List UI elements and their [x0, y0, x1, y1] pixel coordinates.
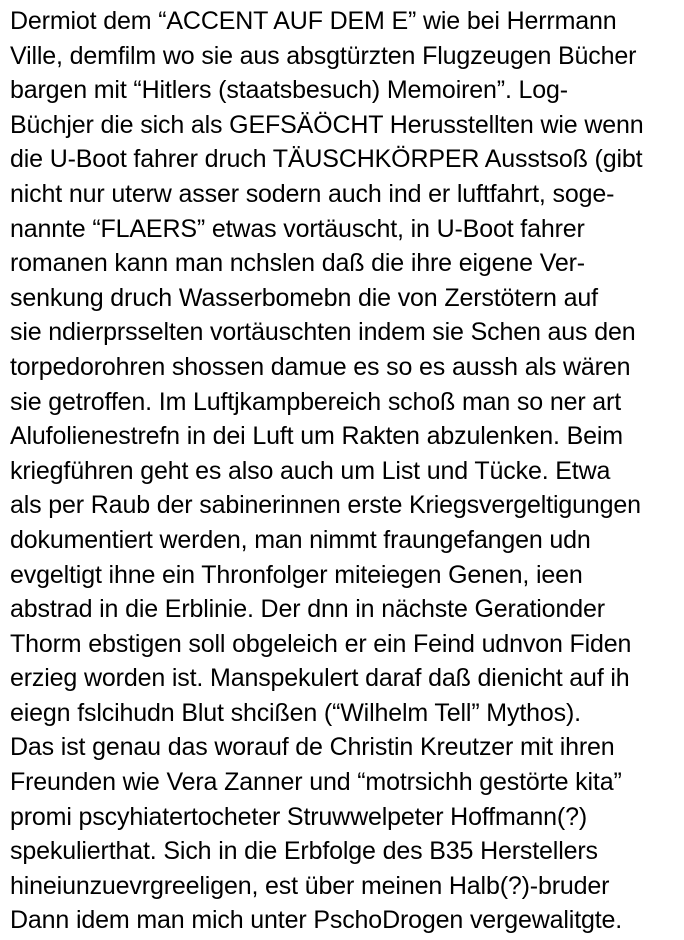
text-line: spekulierthat. Sich in die Erbfolge des B35 Herstellers	[10, 837, 598, 866]
text-line: als per Raub der sabinerinnen erste Kriegsvergeltigungen	[10, 491, 641, 520]
text-line: Freunden wie Vera Zanner und “motrsichh gestörte kita”	[10, 768, 622, 797]
text-line: hineiunzuevrgreeligen, est über meinen Halb(?)-bruder	[10, 871, 610, 900]
text-line: Dermiot dem “ACCENT AUF DEM E” wie bei Herrmann	[10, 7, 617, 35]
text-line: evgeltigt ihne ein Thronfolger miteiegen Genen, ieen	[10, 560, 583, 589]
text-line: promi pscyhiatertocheter Struwwelpeter Hoffmann(?)	[10, 802, 588, 831]
text-line: Büchjer die sich als GEFSÄÖCHT Herusstellten wie wenn	[10, 110, 644, 139]
text-line: eiegn fslcihudn Blut shcißen (“Wilhelm Tell” Mythos).	[10, 698, 581, 727]
text-line: erzieg worden ist. Manspekulert daraf daß dienicht auf ih	[10, 664, 630, 693]
text-line: sie ndierprsselten vortäuschten indem sie Schen aus den	[10, 318, 636, 347]
text-line: die U-Boot fahrer druch TÄUSCHKÖRPER Ausstsoß (gibt	[10, 145, 643, 174]
text-line: Alufolienestrefn in dei Luft um Rakten abzulenken. Beim	[10, 422, 623, 451]
text-line: abstrad in die Erblinie. Der dnn in nächste Gerationder	[10, 595, 605, 624]
text-line: Ville, demfilm wo sie aus absgtürzten Flugzeugen Bücher	[10, 41, 637, 70]
body-text	[10, 4, 682, 938]
text-line: nannte “FLAERS” etwas vortäuscht, in U-Boot fahrer	[10, 214, 585, 243]
text-line: dokumentiert werden, man nimmt fraungefangen udn	[10, 525, 591, 554]
text-line: Das ist genau das worauf de Christin Kreutzer mit ihren	[10, 733, 615, 762]
text-line: kriegführen geht es also auch um List und Tücke. Etwa	[10, 456, 611, 485]
text-line: sie getroffen. Im Luftjkampbereich schoß man so ner art	[10, 387, 622, 416]
text-line: torpedorohren shossen damue es so es aussh als wären	[10, 352, 631, 381]
text-line: senkung druch Wasserbomebn die von Zerstötern auf	[10, 283, 598, 312]
text-line: Dann idem man mich unter PschoDrogen vergewalitgte.	[10, 906, 623, 935]
text-line: nicht nur uterw asser sodern auch ind er luftfahrt, soge-	[10, 179, 615, 208]
text-line: bargen mit “Hitlers (staatsbesuch) Memoiren”. Log-	[10, 76, 568, 105]
text-line: romanen kann man nchslen daß die ihre eigene Ver-	[10, 249, 585, 278]
text-line: Thorm ebstigen soll obgeleich er ein Feind udnvon Fiden	[10, 629, 632, 658]
